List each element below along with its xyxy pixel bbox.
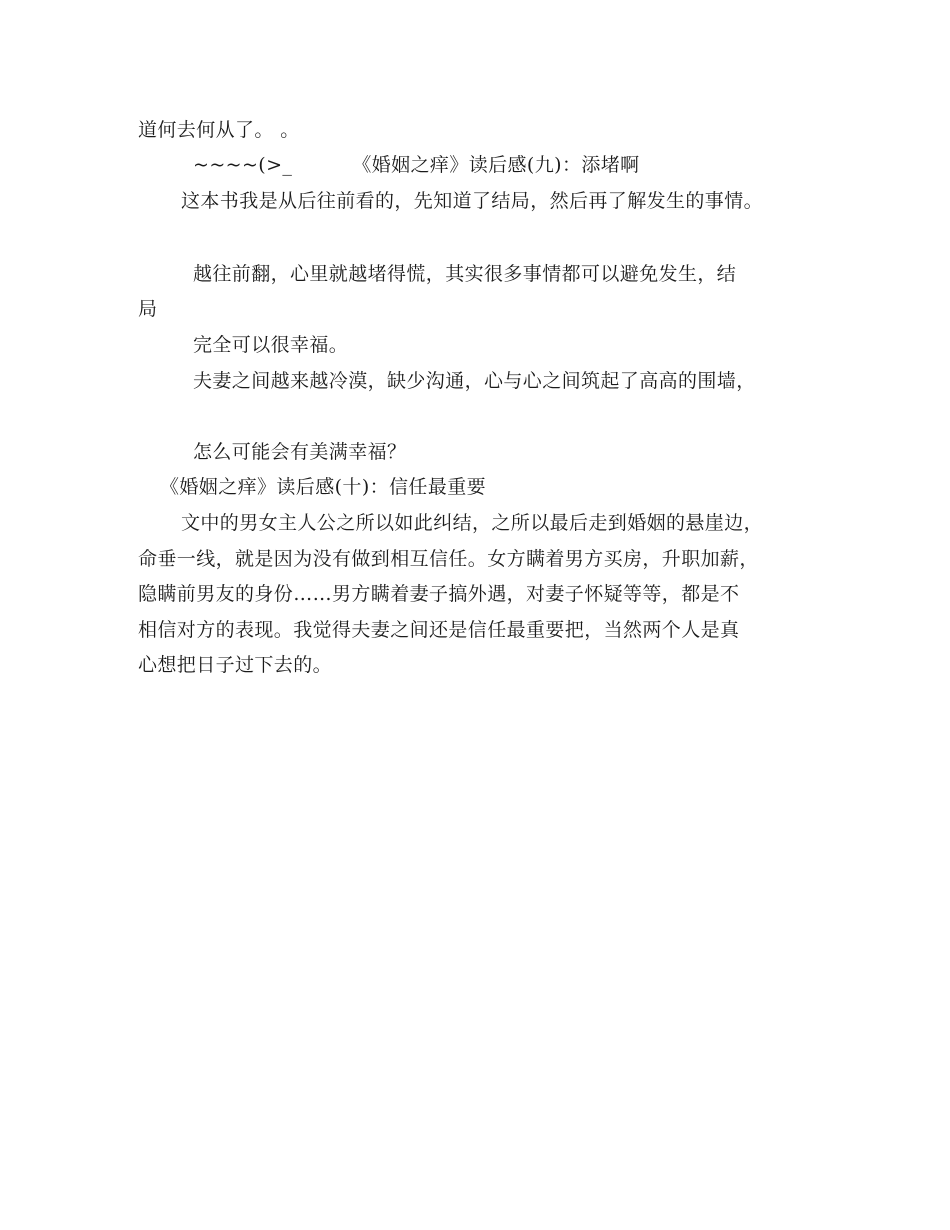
- text-line-4: 越往前翻，心里就越堵得慌，其实很多事情都可以避免发生，结: [193, 263, 737, 285]
- paragraph-line-5: 心想把日子过下去的。: [138, 654, 333, 676]
- paragraph-line-1: 文中的男女主人公之所以如此纠结，之所以最后走到婚姻的悬崖边，: [181, 512, 764, 534]
- text-line-5: 局: [138, 298, 158, 320]
- text-line-3: 这本书我是从后往前看的，先知道了结局，然后再了解发生的事情。: [181, 190, 764, 212]
- text-line-7: 夫妻之间越来越冷漠，缺少沟通，心与心之间筑起了高高的围墙，: [193, 370, 756, 392]
- text-line-1: 道何去何从了。 。: [138, 119, 300, 141]
- paragraph-line-3: 隐瞒前男友的身份……男方瞒着妻子搞外遇，对妻子怀疑等等，都是不: [138, 583, 740, 605]
- section-heading-10: 《婚姻之痒》读后感(十)：信任最重要: [160, 476, 487, 498]
- text-line-2: [193, 153, 873, 177]
- section-heading-9: 《婚姻之痒》读后感(九)：添堵啊: [352, 154, 640, 176]
- text-line-8: 怎么可能会有美满幸福？: [193, 441, 407, 463]
- emoticon-text: ~~~~(>_: [193, 154, 293, 176]
- paragraph-line-4: 相信对方的表现。我觉得夫妻之间还是信任最重要把，当然两个人是真: [138, 619, 740, 641]
- paragraph-line-2: 命垂一线，就是因为没有做到相互信任。女方瞒着男方买房，升职加薪，: [138, 548, 759, 570]
- text-line-6: 完全可以很幸福。: [193, 334, 349, 356]
